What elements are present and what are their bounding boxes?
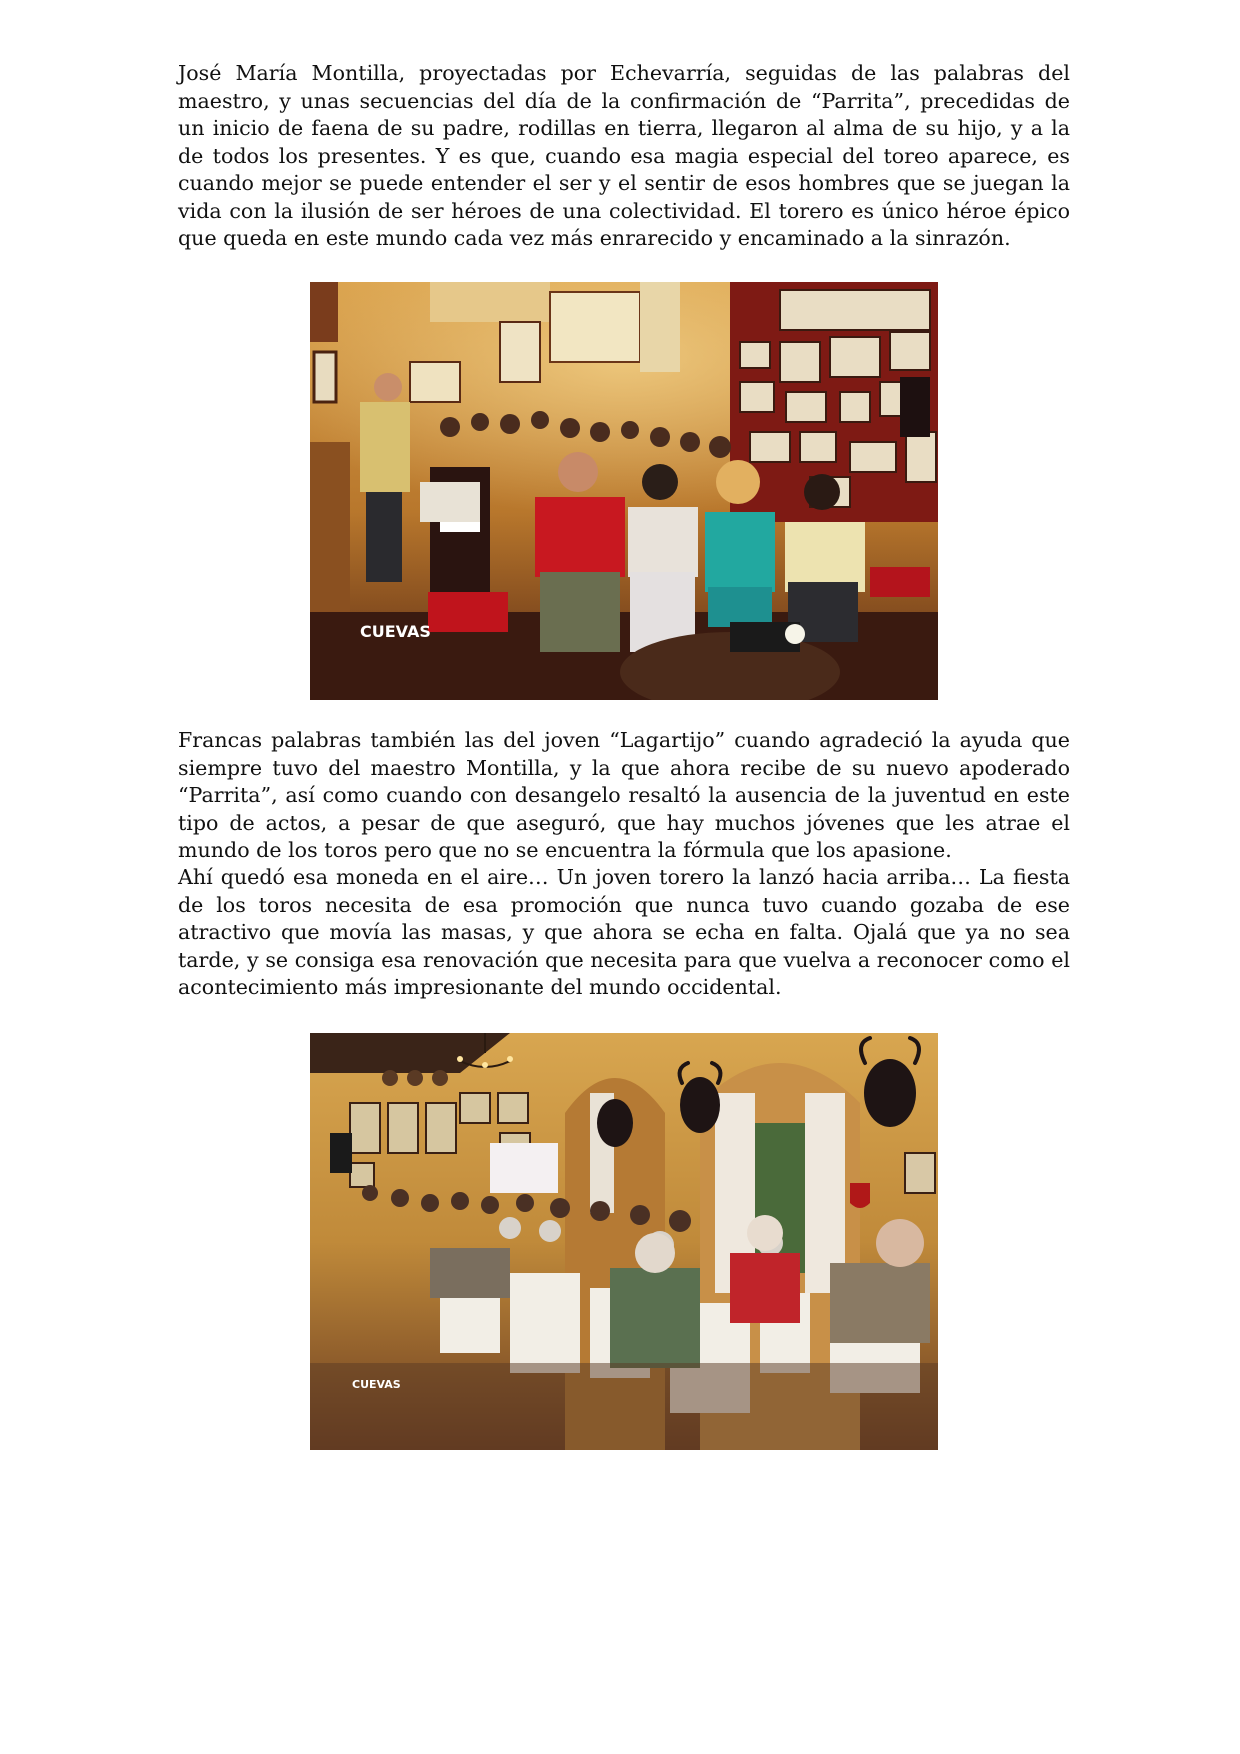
text-line: tarde, y se consiga esa renovación que necesita para que vuelva a reconocer como el <box>178 947 1070 972</box>
text-line: que queda en este mundo cada vez más enrarecido y encaminado a la sinrazón. <box>178 226 1011 250</box>
text-line: tipo de actos, a pesar de que aseguró, que hay muchos jóvenes que les atrae el <box>178 810 1070 835</box>
text-line: un inicio de faena de su padre, rodillas en tierra, llegaron al alma de su hijo, y a la <box>178 116 1070 140</box>
text-line: cuando mejor se puede entender el ser y el sentir de esos hombres que se juegan la <box>178 171 1070 195</box>
paragraph-conclusion <box>178 864 1070 1002</box>
photo-hall-audience <box>310 1033 938 1450</box>
text-line: de todos los presentes. Y es que, cuando esa magia especial del toreo aparece, es <box>178 143 1070 168</box>
text-line: maestro, y unas secuencias del día de la confirmación de “Parrita”, precedidas de <box>178 88 1070 113</box>
text-line: siempre tuvo del maestro Montilla, y la que ahora recibe de su nuevo apoderado <box>178 755 1070 780</box>
text-line: Francas palabras también las del joven “Lagartijo” cuando agradeció la ayuda que <box>178 728 1070 752</box>
text-line: de los toros necesita de esa promoción que nunca tuvo cuando gozaba de ese <box>178 892 1070 917</box>
text-line: “Parrita”, así como cuando con desangelo resaltó la ausencia de la juventud en este <box>178 783 1070 807</box>
text-line: atractivo que movía las masas, y que ahora se echa en falta. Ojalá que ya no sea <box>178 920 1070 944</box>
text-line: José María Montilla, proyectadas por Echevarría, seguidas de las palabras del <box>178 61 1070 85</box>
text-line: Ahí quedó esa moneda en el aire… Un joven torero la lanzó hacia arriba… La fiesta <box>178 865 1070 889</box>
photo-audience-front-row <box>310 282 938 700</box>
paragraph-lagartijo <box>178 727 1070 865</box>
paragraph-intro <box>178 60 1070 253</box>
text-line: mundo de los toros pero que no se encuentra la fórmula que los apasione. <box>178 838 952 862</box>
photo-audience-front-row-image <box>310 282 938 700</box>
text-line: acontecimiento más impresionante del mundo occidental. <box>178 975 782 999</box>
photo-hall-audience-image <box>310 1033 938 1450</box>
watermark-text: CUEVAS <box>360 622 431 641</box>
text-line: vida con la ilusión de ser héroes de una colectividad. El torero es único héroe épico <box>178 198 1070 223</box>
watermark-text: CUEVAS <box>352 1378 401 1391</box>
